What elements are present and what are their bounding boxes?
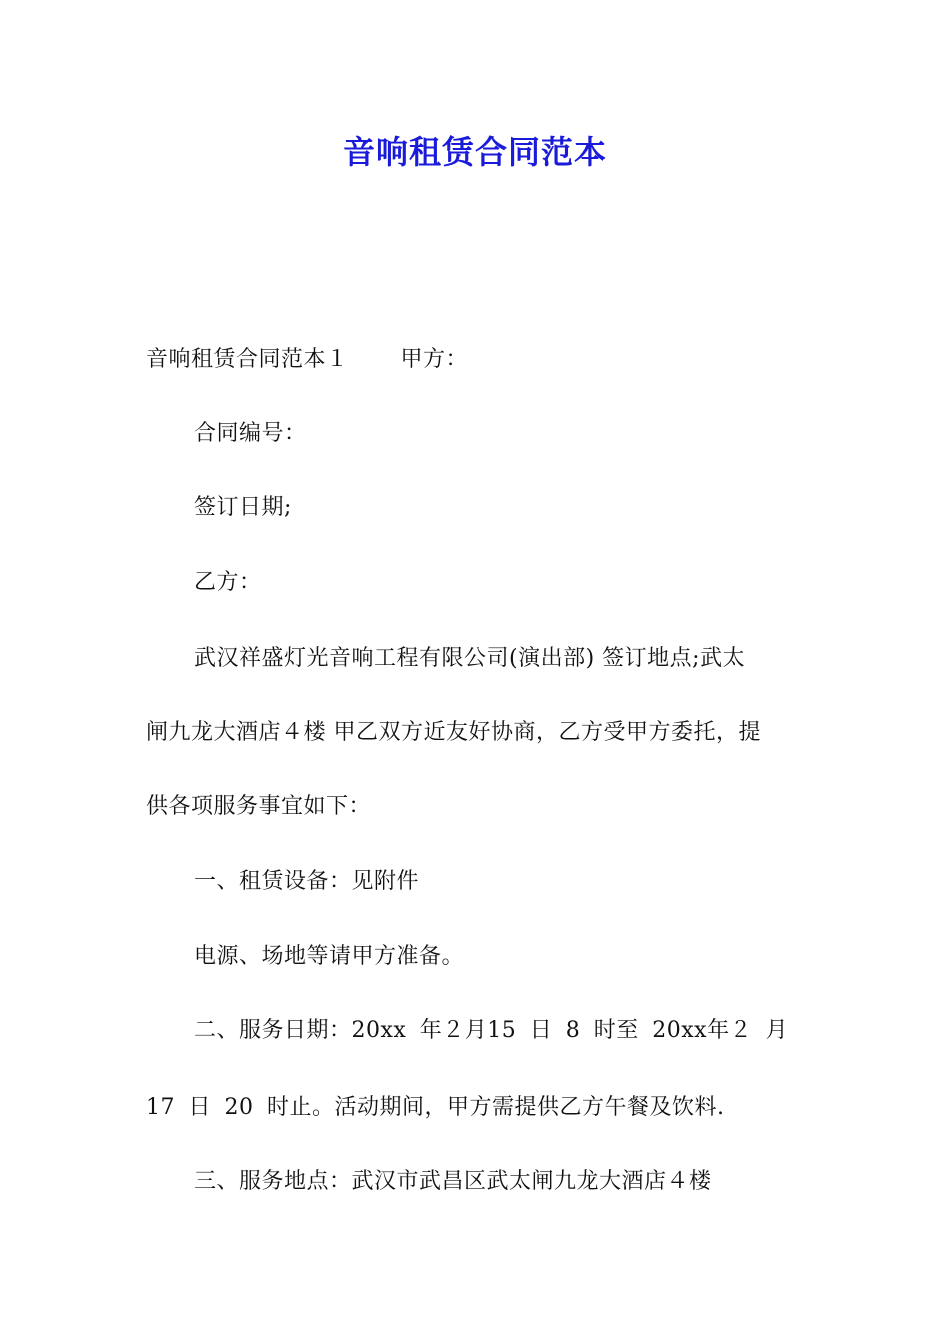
paragraph-line: 闸九龙大酒店４楼 甲乙双方近友好协商，乙方受甲方委托，提 — [146, 720, 761, 745]
party-a-label: 甲方： — [400, 347, 469, 372]
party-b-label: 乙方： — [194, 570, 262, 595]
item-1-rental-equipment: 一、租赁设备：见附件 — [194, 869, 420, 894]
paragraph-line: 供各项服务事宜如下： — [146, 794, 372, 819]
contract-number-label: 合同编号： — [194, 421, 307, 446]
document-title: 音响租赁合同范本 — [342, 133, 607, 171]
header-line — [146, 344, 468, 376]
header-left-label: 音响租赁合同范本１ — [146, 347, 349, 372]
power-note: 电源、场地等请甲方准备。 — [194, 944, 465, 969]
item-3-service-location: 三、服务地点：武汉市武昌区武太闸九龙大酒店４楼 — [194, 1169, 712, 1194]
item-2-service-date: 二、服务日期：20xx 年２月15 日 8 时至 20xx年２ 月 — [194, 1018, 789, 1043]
paragraph-line: 武汉祥盛灯光音响工程有限公司(演出部) 签订地点;武太 — [194, 646, 746, 671]
item-2-service-date-continued: 17 日 20 时止。活动期间，甲方需提供乙方午餐及饮料. — [146, 1095, 725, 1120]
sign-date-label: 签订日期; — [194, 495, 292, 520]
